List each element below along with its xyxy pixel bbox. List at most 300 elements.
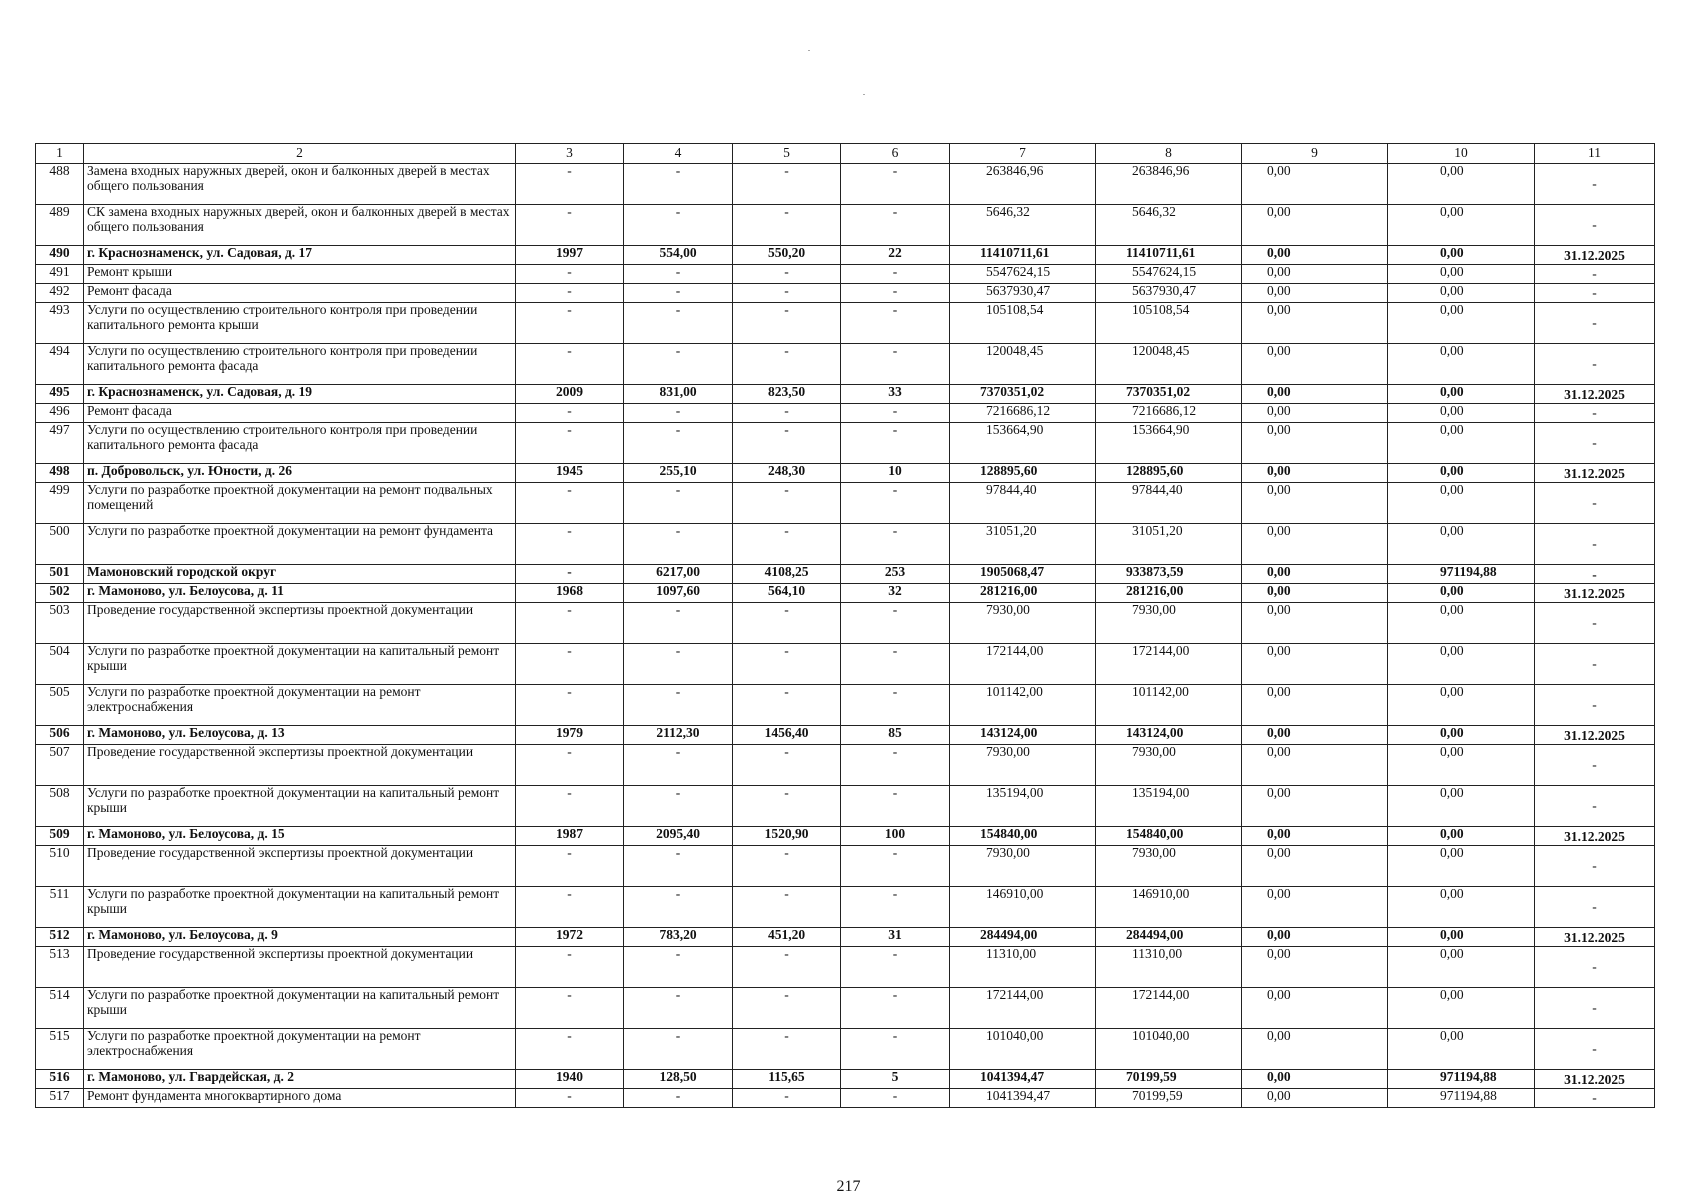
col7-amount: 172144,00 [950, 988, 1096, 1029]
col5-value: - [733, 846, 841, 887]
col11-deadline: - [1535, 988, 1655, 1029]
col6-value: 33 [841, 385, 950, 404]
work-description: г. Мамоново, ул. Белоусова, д. 13 [84, 726, 516, 745]
table-row-address [36, 464, 1655, 483]
col6-value: - [841, 603, 950, 644]
col7-amount: 143124,00 [950, 726, 1096, 745]
col7-amount: 172144,00 [950, 644, 1096, 685]
col6-value: - [841, 988, 950, 1029]
table-row [36, 205, 1655, 246]
col3-value: - [516, 423, 624, 464]
col10-amount: 0,00 [1388, 483, 1535, 524]
col9-amount: 0,00 [1242, 928, 1388, 947]
col5-value: - [733, 887, 841, 928]
col9-amount: 0,00 [1242, 1089, 1388, 1108]
work-description: Проведение государственной экспертизы проектной документации [84, 603, 516, 644]
col3-value: - [516, 846, 624, 887]
row-number: 514 [36, 988, 84, 1029]
work-description: г. Краснознаменск, ул. Садовая, д. 17 [84, 246, 516, 265]
work-description: г. Мамоново, ул. Гвардейская, д. 2 [84, 1070, 516, 1089]
work-description: г. Мамоново, ул. Белоусова, д. 11 [84, 584, 516, 603]
col8-amount: 7930,00 [1096, 603, 1242, 644]
col9-amount: 0,00 [1242, 947, 1388, 988]
col6-value: - [841, 786, 950, 827]
col3-value: 1945 [516, 464, 624, 483]
col3-value: - [516, 303, 624, 344]
col9-amount: 0,00 [1242, 644, 1388, 685]
col11-deadline: - [1535, 887, 1655, 928]
row-number: 503 [36, 603, 84, 644]
col5-value: - [733, 344, 841, 385]
col10-amount: 971194,88 [1388, 1089, 1535, 1108]
col4-value: - [624, 344, 733, 385]
col3-value: 1997 [516, 246, 624, 265]
col4-value: - [624, 404, 733, 423]
col6-value: 100 [841, 827, 950, 846]
col5-value: 823,50 [733, 385, 841, 404]
col5-value: - [733, 265, 841, 284]
row-number: 498 [36, 464, 84, 483]
col5-value: 550,20 [733, 246, 841, 265]
col9-amount: 0,00 [1242, 385, 1388, 404]
col5-value: 451,20 [733, 928, 841, 947]
col7-amount: 153664,90 [950, 423, 1096, 464]
col8-amount: 101040,00 [1096, 1029, 1242, 1070]
col11-deadline: - [1535, 344, 1655, 385]
col9-amount: 0,00 [1242, 988, 1388, 1029]
col6-value: 32 [841, 584, 950, 603]
row-number: 501 [36, 565, 84, 584]
row-number: 507 [36, 745, 84, 786]
col9-amount: 0,00 [1242, 246, 1388, 265]
col5-value: - [733, 524, 841, 565]
col5-value: 564,10 [733, 584, 841, 603]
work-description: Замена входных наружных дверей, окон и балконных дверей в местах общего пользования [84, 164, 516, 205]
col9-amount: 0,00 [1242, 565, 1388, 584]
work-description: Ремонт фундамента многоквартирного дома [84, 1089, 516, 1108]
col6-value: 31 [841, 928, 950, 947]
col10-amount: 0,00 [1388, 1029, 1535, 1070]
col11-deadline: 31.12.2025 [1535, 827, 1655, 846]
work-description: Услуги по разработке проектной документации на капитальный ремонт крыши [84, 644, 516, 685]
row-number: 488 [36, 164, 84, 205]
col5-value: 248,30 [733, 464, 841, 483]
col4-value: - [624, 644, 733, 685]
table-row [36, 685, 1655, 726]
column-number: 6 [841, 144, 950, 164]
row-number: 508 [36, 786, 84, 827]
work-description: Проведение государственной экспертизы проектной документации [84, 745, 516, 786]
row-number: 500 [36, 524, 84, 565]
column-number: 9 [1242, 144, 1388, 164]
col8-amount: 5547624,15 [1096, 265, 1242, 284]
col4-value: 128,50 [624, 1070, 733, 1089]
col8-amount: 284494,00 [1096, 928, 1242, 947]
work-description: п. Добровольск, ул. Юности, д. 26 [84, 464, 516, 483]
table-row [36, 887, 1655, 928]
col11-deadline: - [1535, 1029, 1655, 1070]
table-row-address [36, 565, 1655, 584]
col4-value: 554,00 [624, 246, 733, 265]
work-description: СК замена входных наружных дверей, окон и балконных дверей в местах общего пользования [84, 205, 516, 246]
work-description: Услуги по осуществлению строительного контроля при проведении капитального ремонта крыши [84, 303, 516, 344]
col11-deadline: - [1535, 303, 1655, 344]
col4-value: - [624, 265, 733, 284]
col4-value: - [624, 164, 733, 205]
col7-amount: 97844,40 [950, 483, 1096, 524]
col4-value: - [624, 205, 733, 246]
table-row-address [36, 246, 1655, 265]
col10-amount: 0,00 [1388, 404, 1535, 423]
work-description: г. Краснознаменск, ул. Садовая, д. 19 [84, 385, 516, 404]
work-description: Проведение государственной экспертизы проектной документации [84, 947, 516, 988]
col8-amount: 7930,00 [1096, 846, 1242, 887]
table-row [36, 947, 1655, 988]
column-number: 11 [1535, 144, 1655, 164]
column-number: 5 [733, 144, 841, 164]
col4-value: - [624, 603, 733, 644]
col4-value: - [624, 524, 733, 565]
table-row [36, 988, 1655, 1029]
row-number: 502 [36, 584, 84, 603]
col3-value: 2009 [516, 385, 624, 404]
col11-deadline: 31.12.2025 [1535, 1070, 1655, 1089]
col11-deadline: - [1535, 846, 1655, 887]
col7-amount: 146910,00 [950, 887, 1096, 928]
col9-amount: 0,00 [1242, 303, 1388, 344]
col3-value: - [516, 947, 624, 988]
table-row [36, 644, 1655, 685]
row-number: 513 [36, 947, 84, 988]
col3-value: 1940 [516, 1070, 624, 1089]
col4-value: - [624, 786, 733, 827]
col7-amount: 154840,00 [950, 827, 1096, 846]
col9-amount: 0,00 [1242, 685, 1388, 726]
table-row [36, 745, 1655, 786]
col5-value: 1520,90 [733, 827, 841, 846]
col8-amount: 70199,59 [1096, 1070, 1242, 1089]
col4-value: 831,00 [624, 385, 733, 404]
col11-deadline: - [1535, 205, 1655, 246]
row-number: 506 [36, 726, 84, 745]
col10-amount: 971194,88 [1388, 565, 1535, 584]
col10-amount: 0,00 [1388, 584, 1535, 603]
col3-value: - [516, 524, 624, 565]
table-row [36, 303, 1655, 344]
col3-value: - [516, 205, 624, 246]
col10-amount: 971194,88 [1388, 1070, 1535, 1089]
table-row-address [36, 827, 1655, 846]
table-row [36, 786, 1655, 827]
column-number: 3 [516, 144, 624, 164]
col3-value: - [516, 685, 624, 726]
row-number: 509 [36, 827, 84, 846]
row-number: 496 [36, 404, 84, 423]
work-description: Мамоновский городской округ [84, 565, 516, 584]
row-number: 499 [36, 483, 84, 524]
col8-amount: 31051,20 [1096, 524, 1242, 565]
col11-deadline: - [1535, 685, 1655, 726]
scan-speck [863, 94, 865, 95]
col4-value: - [624, 745, 733, 786]
col8-amount: 7216686,12 [1096, 404, 1242, 423]
col7-amount: 7930,00 [950, 603, 1096, 644]
col7-amount: 31051,20 [950, 524, 1096, 565]
col4-value: - [624, 284, 733, 303]
col3-value: 1979 [516, 726, 624, 745]
col6-value: - [841, 303, 950, 344]
col9-amount: 0,00 [1242, 827, 1388, 846]
work-description: Услуги по осуществлению строительного контроля при проведении капитального ремонта фасада [84, 423, 516, 464]
col8-amount: 128895,60 [1096, 464, 1242, 483]
work-description: Услуги по разработке проектной документации на ремонт электроснабжения [84, 685, 516, 726]
table-row [36, 164, 1655, 205]
col11-deadline: 31.12.2025 [1535, 726, 1655, 745]
table-row [36, 483, 1655, 524]
col3-value: - [516, 1089, 624, 1108]
col6-value: 253 [841, 565, 950, 584]
col5-value: - [733, 1029, 841, 1070]
col10-amount: 0,00 [1388, 344, 1535, 385]
col11-deadline: 31.12.2025 [1535, 246, 1655, 265]
col4-value: - [624, 685, 733, 726]
col6-value: - [841, 284, 950, 303]
col8-amount: 143124,00 [1096, 726, 1242, 745]
column-number: 10 [1388, 144, 1535, 164]
col10-amount: 0,00 [1388, 786, 1535, 827]
col11-deadline: - [1535, 423, 1655, 464]
work-description: Услуги по разработке проектной документации на ремонт электроснабжения [84, 1029, 516, 1070]
col6-value: - [841, 1089, 950, 1108]
col8-amount: 153664,90 [1096, 423, 1242, 464]
column-number: 2 [84, 144, 516, 164]
col10-amount: 0,00 [1388, 887, 1535, 928]
col10-amount: 0,00 [1388, 644, 1535, 685]
col7-amount: 128895,60 [950, 464, 1096, 483]
work-description: Услуги по разработке проектной документации на капитальный ремонт крыши [84, 786, 516, 827]
col5-value: - [733, 786, 841, 827]
col3-value: - [516, 603, 624, 644]
row-number: 495 [36, 385, 84, 404]
col9-amount: 0,00 [1242, 1029, 1388, 1070]
work-description: Услуги по разработке проектной документации на капитальный ремонт крыши [84, 988, 516, 1029]
col8-amount: 7370351,02 [1096, 385, 1242, 404]
col6-value: 22 [841, 246, 950, 265]
col9-amount: 0,00 [1242, 284, 1388, 303]
table-row [36, 1089, 1655, 1108]
col3-value: - [516, 404, 624, 423]
col9-amount: 0,00 [1242, 786, 1388, 827]
col5-value: - [733, 644, 841, 685]
col3-value: - [516, 1029, 624, 1070]
col8-amount: 70199,59 [1096, 1089, 1242, 1108]
row-number: 491 [36, 265, 84, 284]
col3-value: - [516, 344, 624, 385]
work-description: г. Мамоново, ул. Белоусова, д. 15 [84, 827, 516, 846]
col9-amount: 0,00 [1242, 344, 1388, 385]
col6-value: - [841, 344, 950, 385]
col7-amount: 284494,00 [950, 928, 1096, 947]
column-number: 7 [950, 144, 1096, 164]
col10-amount: 0,00 [1388, 164, 1535, 205]
col10-amount: 0,00 [1388, 745, 1535, 786]
col3-value: - [516, 988, 624, 1029]
row-number: 510 [36, 846, 84, 887]
col6-value: 10 [841, 464, 950, 483]
col11-deadline: - [1535, 265, 1655, 284]
col6-value: - [841, 423, 950, 464]
page-number: 217 [836, 1178, 861, 1195]
work-description: Услуги по разработке проектной документации на ремонт подвальных помещений [84, 483, 516, 524]
col5-value: 115,65 [733, 1070, 841, 1089]
col7-amount: 7370351,02 [950, 385, 1096, 404]
col10-amount: 0,00 [1388, 246, 1535, 265]
work-description: Услуги по разработке проектной документации на ремонт фундамента [84, 524, 516, 565]
col6-value: - [841, 483, 950, 524]
col9-amount: 0,00 [1242, 483, 1388, 524]
row-number: 505 [36, 685, 84, 726]
col7-amount: 281216,00 [950, 584, 1096, 603]
row-number: 511 [36, 887, 84, 928]
col7-amount: 1041394,47 [950, 1070, 1096, 1089]
work-description: Ремонт крыши [84, 265, 516, 284]
row-number: 493 [36, 303, 84, 344]
col9-amount: 0,00 [1242, 887, 1388, 928]
column-number: 4 [624, 144, 733, 164]
col8-amount: 120048,45 [1096, 344, 1242, 385]
work-description: г. Мамоново, ул. Белоусова, д. 9 [84, 928, 516, 947]
col10-amount: 0,00 [1388, 726, 1535, 745]
col11-deadline: 31.12.2025 [1535, 464, 1655, 483]
col3-value: - [516, 483, 624, 524]
col3-value: - [516, 565, 624, 584]
col6-value: - [841, 947, 950, 988]
col11-deadline: - [1535, 565, 1655, 584]
col4-value: 783,20 [624, 928, 733, 947]
col7-amount: 7930,00 [950, 745, 1096, 786]
col5-value: - [733, 947, 841, 988]
col9-amount: 0,00 [1242, 603, 1388, 644]
col8-amount: 5637930,47 [1096, 284, 1242, 303]
row-number: 516 [36, 1070, 84, 1089]
col7-amount: 5637930,47 [950, 284, 1096, 303]
col5-value: - [733, 603, 841, 644]
col11-deadline: 31.12.2025 [1535, 584, 1655, 603]
col3-value: - [516, 887, 624, 928]
work-description: Ремонт фасада [84, 404, 516, 423]
table-row [36, 423, 1655, 464]
col3-value: - [516, 786, 624, 827]
col5-value: 1456,40 [733, 726, 841, 745]
col5-value: - [733, 745, 841, 786]
col4-value: 1097,60 [624, 584, 733, 603]
row-number: 497 [36, 423, 84, 464]
col5-value: - [733, 284, 841, 303]
row-number: 490 [36, 246, 84, 265]
table-row-address [36, 584, 1655, 603]
work-description: Проведение государственной экспертизы проектной документации [84, 846, 516, 887]
col5-value: - [733, 303, 841, 344]
col6-value: - [841, 205, 950, 246]
table-row [36, 284, 1655, 303]
col8-amount: 281216,00 [1096, 584, 1242, 603]
col8-amount: 135194,00 [1096, 786, 1242, 827]
col8-amount: 263846,96 [1096, 164, 1242, 205]
col4-value: - [624, 988, 733, 1029]
col5-value: - [733, 483, 841, 524]
col9-amount: 0,00 [1242, 846, 1388, 887]
col3-value: 1987 [516, 827, 624, 846]
col6-value: - [841, 745, 950, 786]
table-row [36, 603, 1655, 644]
row-number: 517 [36, 1089, 84, 1108]
col4-value: - [624, 846, 733, 887]
col8-amount: 105108,54 [1096, 303, 1242, 344]
col10-amount: 0,00 [1388, 464, 1535, 483]
work-description: Ремонт фасада [84, 284, 516, 303]
col10-amount: 0,00 [1388, 947, 1535, 988]
col8-amount: 11410711,61 [1096, 246, 1242, 265]
col7-amount: 11310,00 [950, 947, 1096, 988]
col10-amount: 0,00 [1388, 423, 1535, 464]
col10-amount: 0,00 [1388, 846, 1535, 887]
table-row [36, 524, 1655, 565]
col3-value: 1972 [516, 928, 624, 947]
row-number: 489 [36, 205, 84, 246]
col8-amount: 146910,00 [1096, 887, 1242, 928]
col9-amount: 0,00 [1242, 524, 1388, 565]
row-number: 504 [36, 644, 84, 685]
col9-amount: 0,00 [1242, 205, 1388, 246]
col6-value: - [841, 524, 950, 565]
col4-value: 2112,30 [624, 726, 733, 745]
col7-amount: 1041394,47 [950, 1089, 1096, 1108]
col9-amount: 0,00 [1242, 745, 1388, 786]
col11-deadline: 31.12.2025 [1535, 385, 1655, 404]
col6-value: - [841, 1029, 950, 1070]
col8-amount: 172144,00 [1096, 644, 1242, 685]
col10-amount: 0,00 [1388, 284, 1535, 303]
col7-amount: 135194,00 [950, 786, 1096, 827]
col7-amount: 7216686,12 [950, 404, 1096, 423]
col11-deadline: - [1535, 644, 1655, 685]
col3-value: 1968 [516, 584, 624, 603]
col7-amount: 120048,45 [950, 344, 1096, 385]
col4-value: 255,10 [624, 464, 733, 483]
col6-value: 5 [841, 1070, 950, 1089]
col9-amount: 0,00 [1242, 164, 1388, 205]
table-row [36, 846, 1655, 887]
col5-value: - [733, 1089, 841, 1108]
col8-amount: 11310,00 [1096, 947, 1242, 988]
column-number-row [36, 144, 1655, 164]
col6-value: - [841, 846, 950, 887]
col6-value: - [841, 887, 950, 928]
register-table [35, 143, 1655, 1108]
col6-value: - [841, 644, 950, 685]
col10-amount: 0,00 [1388, 988, 1535, 1029]
col4-value: - [624, 423, 733, 464]
col10-amount: 0,00 [1388, 265, 1535, 284]
col11-deadline: - [1535, 284, 1655, 303]
col7-amount: 1905068,47 [950, 565, 1096, 584]
col11-deadline: - [1535, 745, 1655, 786]
table-row [36, 344, 1655, 385]
col7-amount: 5646,32 [950, 205, 1096, 246]
col5-value: - [733, 404, 841, 423]
col9-amount: 0,00 [1242, 1070, 1388, 1089]
col6-value: - [841, 164, 950, 205]
